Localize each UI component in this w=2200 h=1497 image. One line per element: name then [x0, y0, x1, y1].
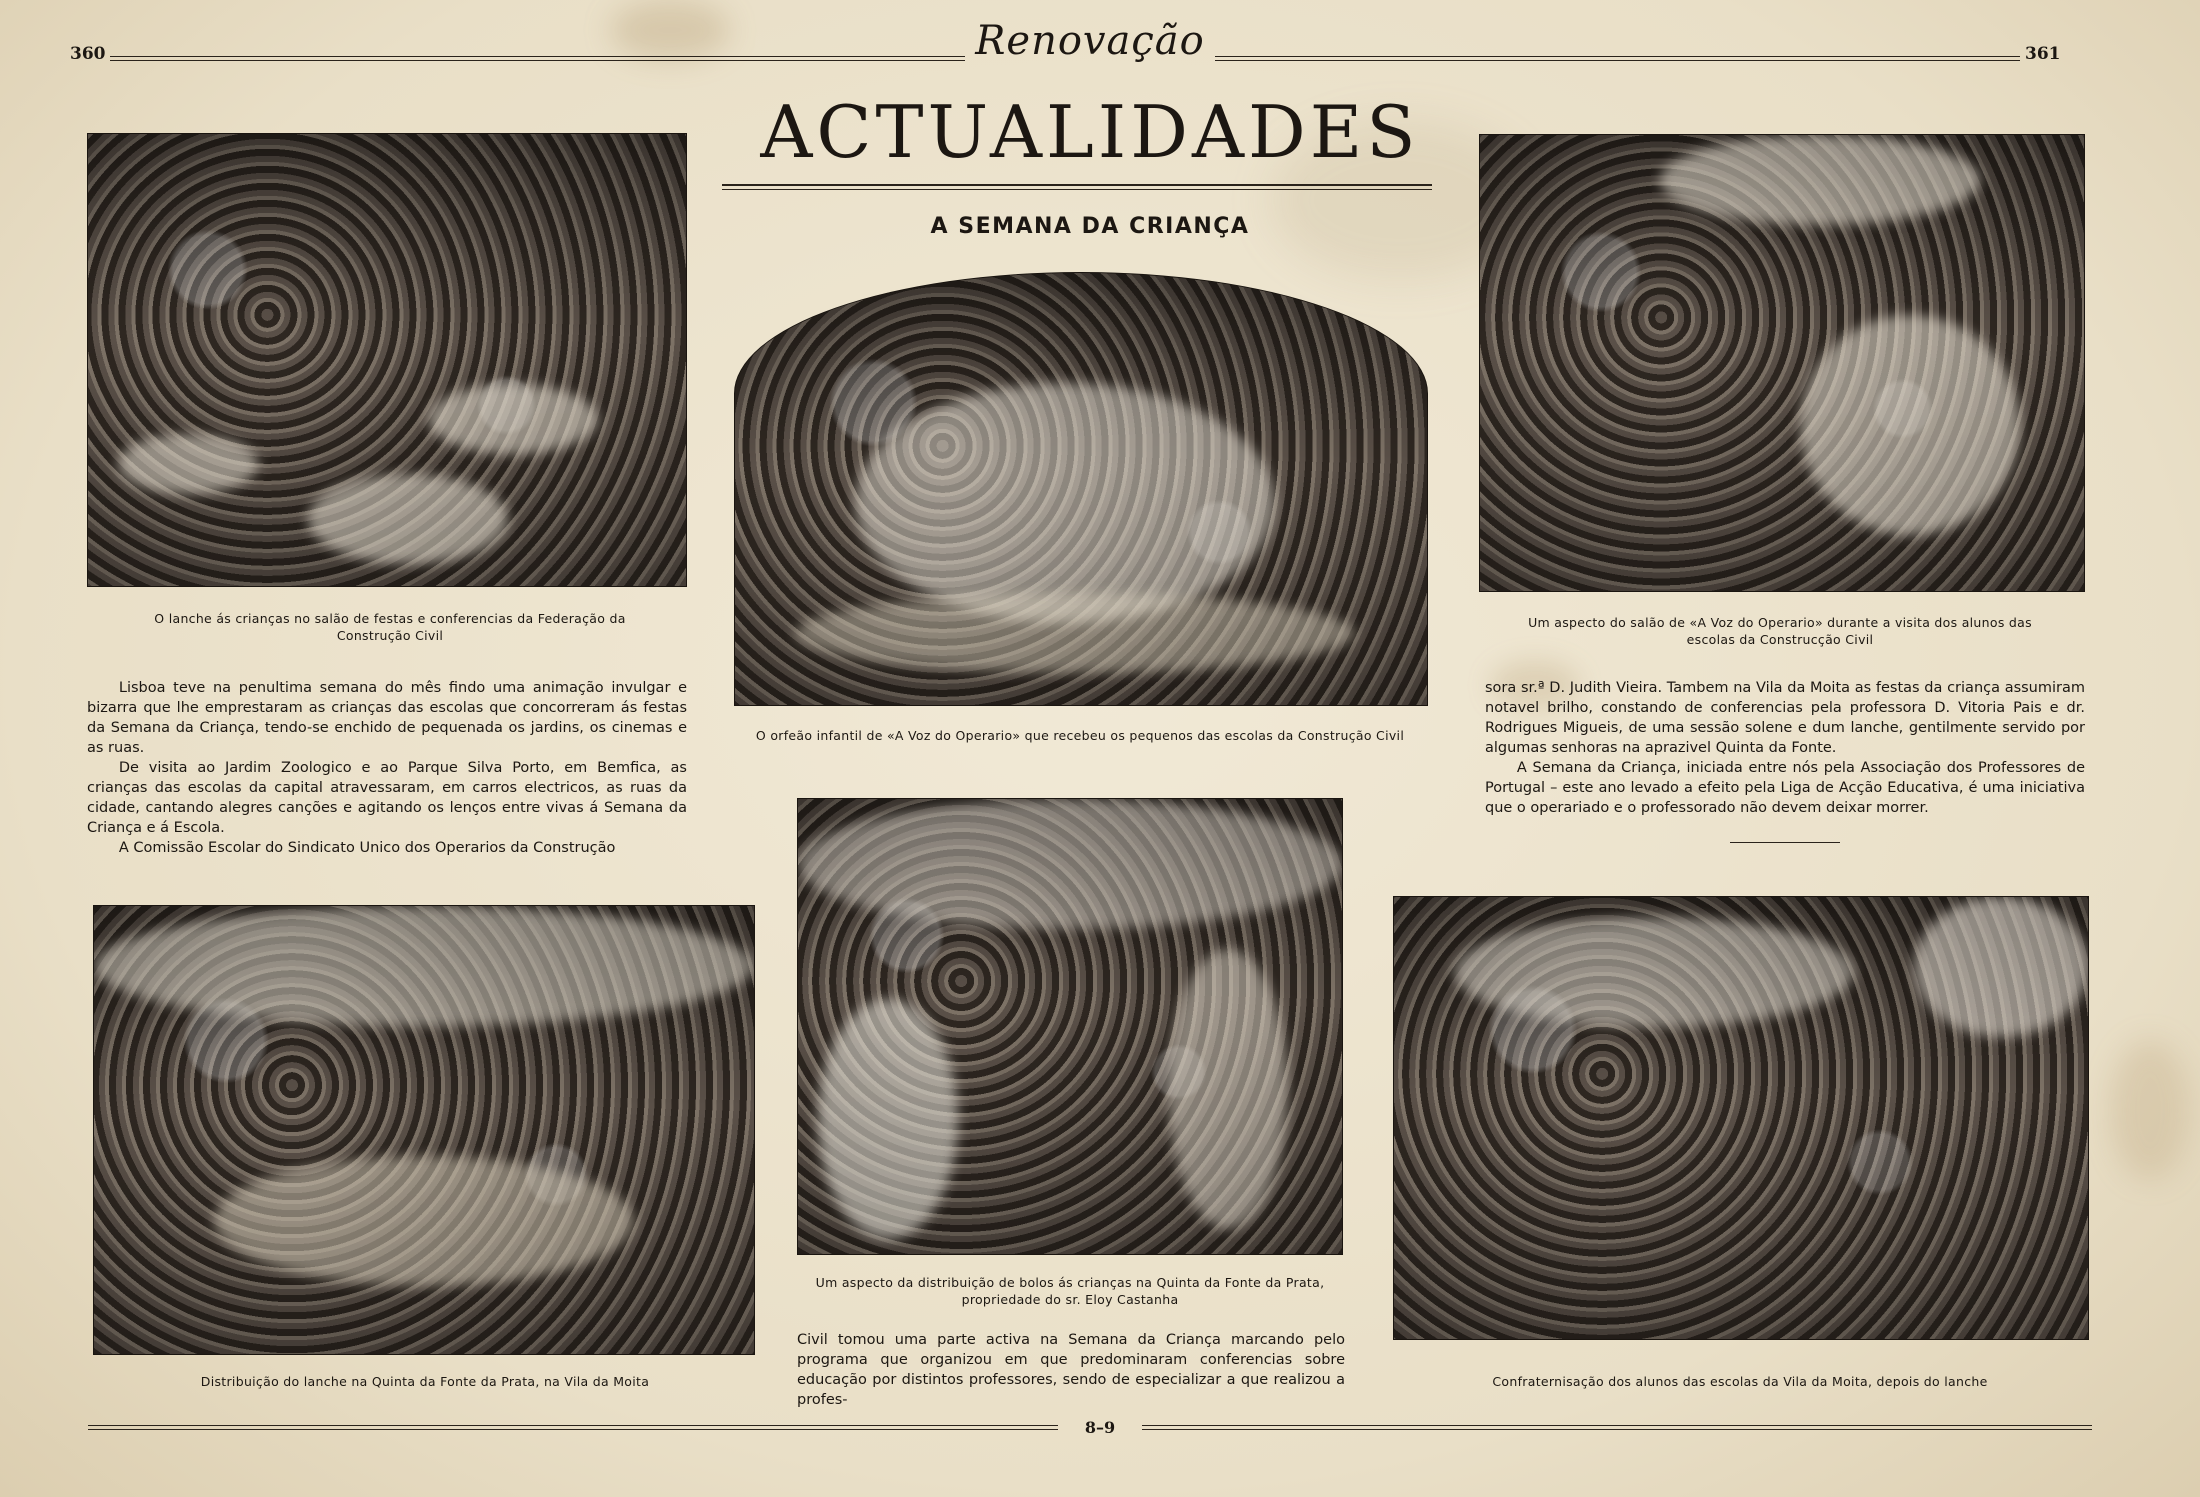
footer-page-range: 8–9: [1084, 1418, 1116, 1437]
article-paragraph: Civil tomou uma parte activa na Semana da Criança marcando pelo programa que organizou em que predominaram conferencias sobre educação por distintos professores, sendo de especializar a que realizou a profes-: [797, 1332, 1345, 1408]
article-paragraph: A Comissão Escolar do Sindicato Unico dos Operarios da Construção: [118, 840, 616, 856]
paper-stain: [610, 0, 730, 60]
caption-top-left: O lanche ás crianças no salão de festas e conferencias da Federação da Construção Civil: [154, 611, 626, 643]
title-rule-thin: [722, 189, 1432, 190]
caption-bottom-right: Confraternisação dos alunos das escolas da Vila da Moita, depois do lanche: [1492, 1374, 1988, 1389]
caption-bottom-left: Distribuição do lanche na Quinta da Fonte da Prata, na Vila da Moita: [200, 1374, 650, 1389]
header-rule-right: [1215, 56, 2020, 61]
page-number-left: 360: [70, 44, 106, 64]
caption-center-top: O orfeão infantil de «A Voz do Operario» que recebeu os pequenos das escolas da Construção Civil: [755, 728, 1405, 743]
article-right-column: [1485, 678, 2085, 818]
photo-moita-schoolchildren: [1393, 896, 2089, 1340]
footer-rule-left: [88, 1425, 1058, 1430]
article-paragraph: sora sr.ª D. Judith Vieira. Tambem na Vila da Moita as festas da criança assumiram notavel brilho, constando de conferencias pela professora D. Vitoria Pais e dr. Rodrigues Migueis, de uma sessão solene e dum lanche, gentilmente servido por algumas senhoras na aprazivel Quinta da Fonte.: [1485, 680, 2085, 756]
masthead: Renovação: [975, 18, 1205, 64]
title-rule: [722, 184, 1432, 186]
article-paragraph: Lisboa teve na penultima semana do mês findo uma animação invulgar e bizarra que lhe emprestaram as crianças das escolas que concorreram ás festas da Semana da Criança, tendo-se enchido de pequenada os jardins, os cinemas e as ruas.: [87, 680, 687, 756]
photo-cake-distribution: [797, 798, 1343, 1255]
page-number-right: 361: [2025, 44, 2061, 64]
photo-voz-do-operario-hall: [1479, 134, 2085, 592]
article-center-continuation: [797, 1330, 1345, 1410]
paper-stain: [2110, 1040, 2190, 1180]
photo-childrens-choir: [734, 272, 1428, 706]
article-paragraph: A Semana da Criança, iniciada entre nós pela Associação dos Professores de Portugal – este ano levado a efeito pela Liga de Acção Educativa, é uma iniciativa que o operariado e o professorado não devem deixar morrer.: [1485, 760, 2085, 816]
photo-lunch-quinta-fonte-prata: [93, 905, 755, 1355]
caption-top-right: Um aspecto do salão de «A Voz do Operario» durante a visita dos alunos das escolas da Construcção Civil: [1528, 615, 2032, 647]
footer-rule-right: [1142, 1425, 2092, 1430]
photo-lunch-federation-hall: [87, 133, 687, 587]
article-left-column: [87, 678, 687, 858]
page-title: ACTUALIDADES: [760, 90, 1420, 174]
article-paragraph: De visita ao Jardim Zoologico e ao Parque Silva Porto, em Bemfica, as crianças das escolas da capital atravessaram, em carros electricos, as ruas da cidade, cantando alegres canções e agitando os lenços entre vivas á Semana da Criança e á Escola.: [87, 760, 687, 836]
header-rule-left: [110, 56, 965, 61]
caption-center-bottom: Um aspecto da distribuição de bolos ás crianças na Quinta da Fonte da Prata, propriedade do sr. Eloy Castanha: [815, 1275, 1325, 1307]
article-end-rule: [1730, 842, 1840, 843]
section-subtitle: A SEMANA DA CRIANÇA: [930, 214, 1250, 239]
